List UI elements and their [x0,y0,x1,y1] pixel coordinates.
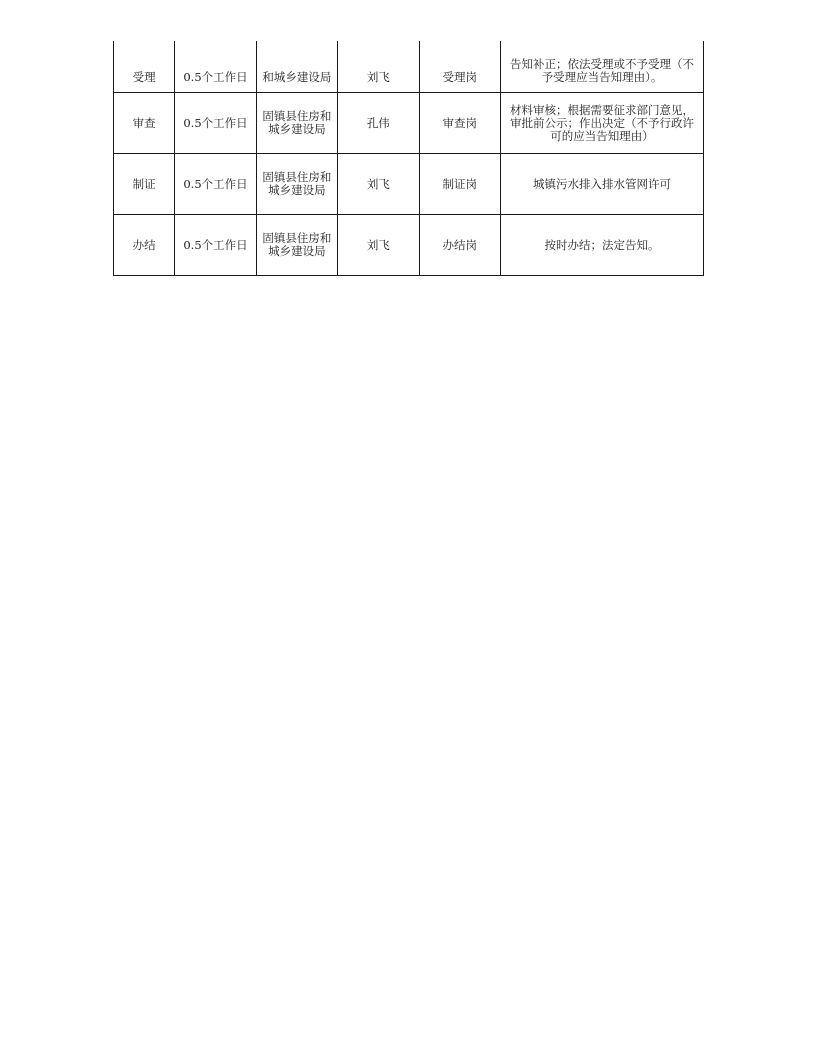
department-cell: 和城乡建设局 [256,41,337,93]
step-cell: 审查 [114,93,175,154]
step-cell: 制证 [114,154,175,215]
department-cell: 固镇县住房和城乡建设局 [256,93,337,154]
post-cell: 审查岗 [419,93,500,154]
person-cell: 孔伟 [338,93,419,154]
department-cell: 固镇县住房和城乡建设局 [256,215,337,276]
person-cell: 刘飞 [338,215,419,276]
table-row [114,215,704,276]
person-cell: 刘飞 [338,41,419,93]
standard-cell: 按时办结；法定告知。 [500,215,703,276]
post-cell: 办结岗 [419,215,500,276]
time-limit-cell: 0.5个工作日 [175,215,256,276]
table-row [114,93,704,154]
person-cell: 刘飞 [338,154,419,215]
approval-process-table [113,41,704,276]
time-limit-cell: 0.5个工作日 [175,41,256,93]
time-limit-cell: 0.5个工作日 [175,93,256,154]
standard-cell: 城镇污水排入排水管网许可 [500,154,703,215]
standard-cell: 告知补正；依法受理或不予受理（不予受理应当告知理由）。 [500,41,703,93]
time-limit-cell: 0.5个工作日 [175,154,256,215]
department-cell: 固镇县住房和城乡建设局 [256,154,337,215]
step-cell: 受理 [114,41,175,93]
post-cell: 制证岗 [419,154,500,215]
post-cell: 受理岗 [419,41,500,93]
step-cell: 办结 [114,215,175,276]
table-row [114,41,704,93]
standard-cell: 材料审核；根据需要征求部门意见，审批前公示；作出决定（不予行政许可的应当告知理由） [500,93,703,154]
table-row [114,154,704,215]
